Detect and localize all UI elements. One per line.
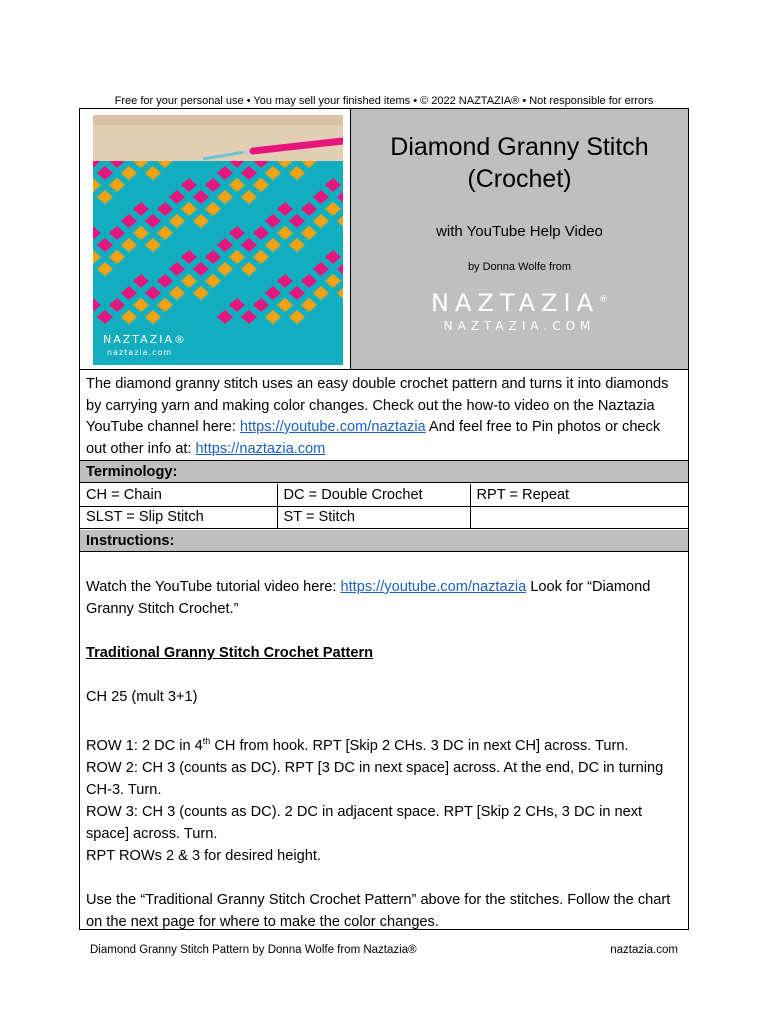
crochet-swatch-photo bbox=[93, 115, 343, 365]
byline: by Donna Wolfe from bbox=[467, 261, 572, 273]
table-row bbox=[80, 506, 688, 528]
term-cell: RPT = Repeat bbox=[470, 484, 688, 506]
chain-instruction: CH 25 (mult 3+1) bbox=[86, 689, 198, 705]
term-cell: DC = Double Crochet bbox=[277, 484, 470, 506]
photo-watermark: NAZTAZIA® bbox=[103, 333, 187, 346]
repeat-instruction: RPT ROWs 2 & 3 for desired height. bbox=[86, 847, 321, 864]
photo-watermark-url: naztazia.com bbox=[107, 348, 173, 357]
instructions-body bbox=[80, 554, 688, 933]
term-cell: CH = Chain bbox=[80, 484, 277, 506]
intro-text-1: The diamond granny stitch uses an easy double crochet pattern and turns it into diamonds by carrying yarn and making color changes. Check out the how-to video on the Naztazia YouTube channel here: bbox=[86, 376, 669, 435]
table-row bbox=[80, 484, 688, 506]
terminology-table bbox=[80, 484, 688, 529]
term-cell: SLST = Slip Stitch bbox=[80, 506, 277, 528]
row-3-instruction: ROW 3: CH 3 (counts as DC). 2 DC in adjacent space. RPT [Skip 2 CHs, 3 DC in next space] across. Turn. bbox=[86, 803, 643, 842]
closing-instruction: Use the “Traditional Granny Stitch Crochet Pattern” above for the stitches. Follow the chart on the next page for where to make the color changes. bbox=[86, 891, 671, 930]
watch-text: Watch the YouTube tutorial video here: bbox=[86, 579, 341, 595]
footer-url: naztazia.com bbox=[610, 944, 678, 956]
tutorial-link[interactable]: https://youtube.com/naztazia bbox=[340, 579, 527, 595]
row-1-instruction bbox=[86, 730, 682, 757]
row-1-text-a: ROW 1: 2 DC in 4 bbox=[86, 737, 203, 754]
watch-paragraph bbox=[86, 576, 682, 620]
page-title bbox=[351, 131, 688, 195]
instructions-heading: Instructions: bbox=[80, 530, 688, 552]
header-note: Free for your personal use • You may sell your finished items • © 2022 NAZTAZIA® • Not responsible for errors bbox=[114, 95, 654, 107]
row-1-superscript: th bbox=[202, 736, 211, 746]
naztazia-logo bbox=[351, 289, 688, 333]
hero-section bbox=[80, 109, 688, 370]
logo-registered-mark: ® bbox=[598, 295, 608, 305]
pattern-subheading: Traditional Granny Stitch Crochet Pattern bbox=[86, 645, 374, 661]
term-cell: ST = Stitch bbox=[277, 506, 470, 528]
title-line-2: (Crochet) bbox=[467, 165, 572, 193]
watch-text-2: Look for “Diamond Granny Stitch Crochet.” bbox=[86, 579, 651, 617]
term-cell bbox=[470, 506, 688, 528]
row-2-instruction: ROW 2: CH 3 (counts as DC). RPT [3 DC in next space] across. At the end, DC in turning CH-3. Turn. bbox=[86, 759, 664, 798]
youtube-link[interactable]: https://youtube.com/naztazia bbox=[239, 419, 426, 435]
website-link[interactable]: https://naztazia.com bbox=[195, 440, 326, 457]
row-1-text-b: CH from hook. RPT [Skip 2 CHs. 3 DC in next CH] across. Turn. bbox=[210, 737, 629, 754]
intro-paragraph bbox=[80, 370, 688, 461]
logo-wordmark: NAZTAZIA bbox=[431, 289, 599, 317]
subtitle: with YouTube Help Video bbox=[436, 223, 603, 240]
photo-cell bbox=[80, 109, 351, 369]
title-panel bbox=[351, 109, 688, 369]
footer-credit: Diamond Granny Stitch Pattern by Donna Wolfe from Naztazia® bbox=[90, 944, 417, 956]
logo-url: NAZTAZIA.COM bbox=[443, 319, 596, 333]
terminology-heading: Terminology: bbox=[80, 461, 688, 483]
pattern-sheet bbox=[79, 108, 689, 930]
title-line-1: Diamond Granny Stitch bbox=[390, 133, 649, 161]
intro-text-2: And feel free to Pin photos or check out other info at: bbox=[86, 419, 661, 457]
